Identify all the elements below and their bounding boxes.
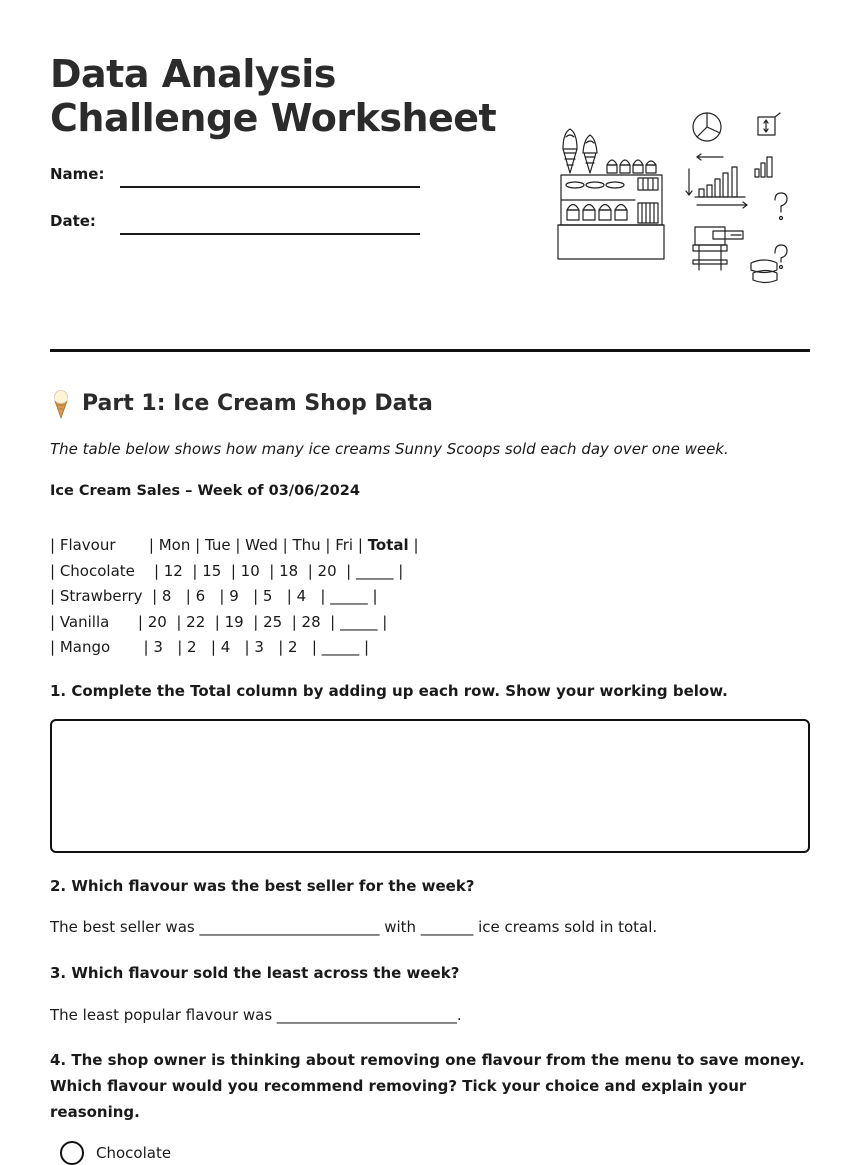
question-4: 4. The shop owner is thinking about removing one flavour from the menu to save money. Which flavour would you recommend removing? Tick your choice and explain your reasoning. [50,1051,805,1121]
total-header: Total [367,536,409,554]
radio-button[interactable] [60,1141,84,1165]
part1-heading [50,388,433,420]
table-row: | Chocolate | 12 | 15 | 10 | 18 | 20 | _____ | [50,561,404,580]
question-3: 3. Which flavour sold the least across the week? [50,964,460,982]
table-row-text: | Flavour | Mon | Tue | Wed | Thu | Fri | [50,536,368,554]
working-answer-box[interactable] [50,719,810,853]
option-chocolate[interactable] [60,1141,171,1165]
table-row: | Mango | 3 | 2 | 4 | 3 | 2 | _____ | [50,638,370,657]
part1-heading-text: Part 1: Ice Cream Shop Data [82,391,433,416]
ice-cream-shop-data-illustration [555,105,795,290]
table-row-end: | [408,536,419,554]
name-line[interactable] [120,186,420,188]
worksheet-title: Data Analysis Challenge Worksheet [50,52,497,140]
question-1: 1. Complete the Total column by adding up each row. Show your working below. [50,682,728,700]
table-row: | Strawberry | 8 | 6 | 9 | 5 | 4 | _____ | [50,587,378,606]
section-divider [50,349,810,352]
question-2-answer[interactable]: The best seller was ________________________ with _______ ice creams sold in total. [50,918,658,936]
sales-table [50,533,419,661]
name-label: Name: [50,165,105,183]
question-2: 2. Which flavour was the best seller for the week? [50,877,475,895]
date-label: Date: [50,212,96,230]
part1-intro: The table below shows how many ice creams Sunny Scoops sold each day over one week. [50,440,729,458]
table-row [50,533,419,559]
table-title: Ice Cream Sales – Week of 03/06/2024 [50,483,360,499]
table-row: | Vanilla | 20 | 22 | 19 | 25 | 28 | _____ | [50,612,388,631]
date-line[interactable] [120,233,420,235]
ice-cream-cone-icon [50,389,72,419]
option-label: Chocolate [96,1144,172,1162]
question-3-answer[interactable]: The least popular flavour was ________________________. [50,1006,462,1024]
